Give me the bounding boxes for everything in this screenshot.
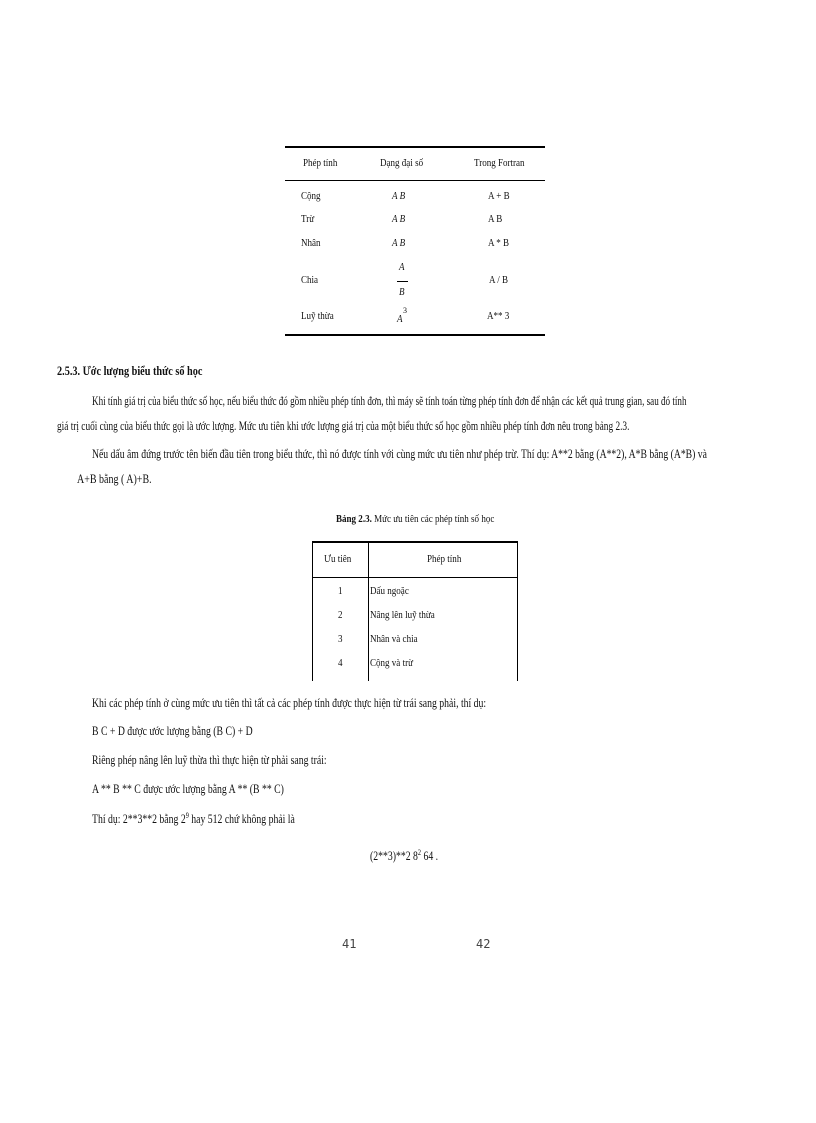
table2-caption-label: Bảng 2.3. (336, 513, 372, 525)
fraction-bar (397, 281, 408, 282)
table2-op-3: Nhân và chia (370, 633, 418, 645)
section-heading: 2.5.3. Ước lượng biểu thức số học (57, 364, 203, 378)
table1-header-algebraic: Dạng đại số (380, 157, 424, 169)
table2-op-2: Nâng lên luỹ thừa (370, 609, 435, 621)
table1-bottom-rule (285, 334, 545, 336)
table2-column-divider (368, 543, 369, 681)
table1-alg-sub: A B (392, 213, 406, 225)
table1-header-fortran: Trong Fortran (474, 157, 525, 169)
paragraph-1-line-2: giá trị cuối cùng của biểu thức gọi là ước lượng. Mức ưu tiên khi ước lượng giá trị của một biểu thức số học gồm nhiều phép tính đơn nêu trong bảng 2.3. (57, 419, 630, 433)
text-same-priority: Khi các phép tính ở cùng mức ưu tiên thì tất cả các phép tính được thực hiện từ trái sang phải, thí dụ: (92, 696, 487, 710)
table1-op-pow: Luỹ thừa (301, 310, 334, 322)
table2-op-4: Cộng và trừ (370, 657, 413, 669)
table2-priority-1: 1 (338, 585, 343, 597)
table1-fortran-add: A + B (488, 190, 510, 202)
text-numeric-example (92, 811, 295, 827)
priority-table (312, 541, 518, 681)
table1-alg-add: A B (392, 190, 406, 202)
table1-op-sub: Trừ (301, 213, 315, 225)
table1-alg-div-numerator: A (399, 261, 405, 273)
text-numeric-example-exponent: 9 (185, 811, 189, 820)
table2-header-operation: Phép tính (427, 553, 462, 565)
table1-fortran-mul: A * B (488, 237, 510, 249)
table1-op-mul: Nhân (301, 237, 321, 249)
table2-header-rule (312, 577, 518, 578)
table1-op-div: Chia (301, 274, 319, 286)
equation-part-a: (2**3)**2 8 (370, 849, 418, 864)
table2-priority-3: 3 (338, 633, 343, 645)
paragraph-1-line-1: Khi tính giá trị của biểu thức số học, nếu biểu thức đó gồm nhiều phép tính đơn, thì máy sẽ tính toán từng phép tính đơn để nhận các kết quả trung gian, sau đó tính (92, 394, 687, 408)
table1-alg-pow-base: A (397, 313, 403, 325)
page-number-right: 42 (476, 937, 491, 951)
text-power-right-to-left: Riêng phép nâng lên luỹ thừa thì thực hiện từ phải sang trái: (92, 753, 327, 767)
table1-top-rule (285, 146, 545, 148)
paragraph-2-line-1: Nếu dấu âm đứng trước tên biến đầu tiên trong biểu thức, thì nó được tính với cùng mức ưu tiên như phép trừ. Thí dụ: A**2 bằng (A**2), A*B bằng (A*B) và (92, 447, 707, 461)
table1-op-add: Cộng (301, 190, 321, 202)
table2-priority-4: 4 (338, 657, 343, 669)
table2-caption-text: Mức ưu tiên các phép tính số học (374, 513, 495, 525)
text-numeric-example-b: hay 512 chứ không phải là (188, 812, 295, 827)
text-example-left-to-right: B C + D được ước lượng bằng (B C) + D (92, 724, 253, 738)
table1-alg-mul: A B (392, 237, 406, 249)
table1-alg-div-denominator: B (399, 286, 405, 298)
table2-op-1: Dấu ngoặc (370, 585, 409, 597)
page-number-left: 41 (342, 937, 357, 951)
table1-header-operation: Phép tính (303, 157, 338, 169)
table2-caption (336, 513, 494, 525)
table1-header-rule (285, 180, 545, 181)
table2-header-priority: Ưu tiên (324, 553, 352, 565)
equation-part-b: 64 . (421, 849, 439, 864)
table1-fortran-div: A / B (489, 274, 509, 286)
equation-exponent: 2 (417, 848, 422, 857)
table1-fortran-pow: A** 3 (487, 310, 510, 322)
text-numeric-example-a: Thí dụ: 2**3**2 bằng 2 (92, 812, 186, 827)
table2-priority-2: 2 (338, 609, 343, 621)
text-power-example: A ** B ** C được ước lượng bằng A ** (B ** C) (92, 782, 284, 796)
table2-left-border (312, 543, 313, 681)
equation-result (370, 848, 438, 864)
table1-fortran-sub: A B (488, 213, 503, 225)
table1-alg-pow-exponent: 3 (403, 306, 407, 315)
table2-right-border (517, 543, 518, 681)
paragraph-2-line-2: A+B bằng ( A)+B. (77, 472, 152, 486)
